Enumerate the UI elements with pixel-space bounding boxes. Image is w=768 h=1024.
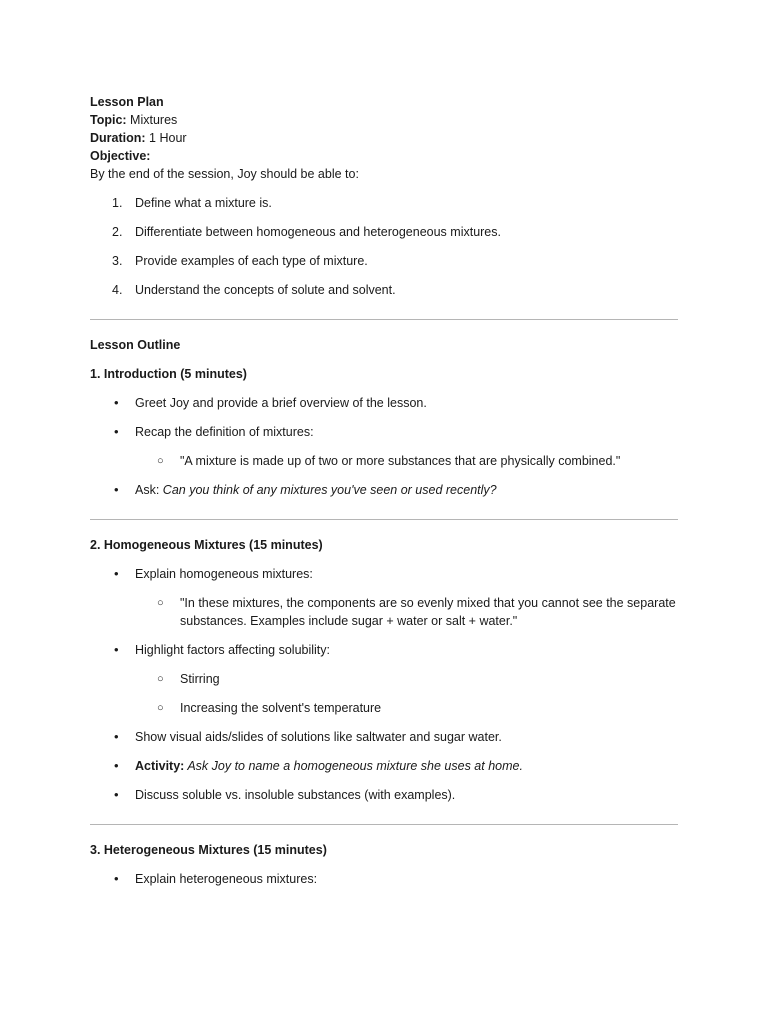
sub-list-item [135,452,678,470]
list-item-text: Differentiate between homogeneous and heterogeneous mixtures. [135,225,501,239]
list-item-text: Show visual aids/slides of solutions like saltwater and sugar water. [135,730,502,744]
bullet-icon: • [114,424,119,439]
list-item-text: Highlight factors affecting solubility: [135,643,331,657]
duration-label: Duration: [90,131,146,145]
list-number: 1. [112,196,123,210]
sub-list-item [135,699,678,717]
topic-label: Topic: [90,113,127,127]
doc-title: Lesson Plan [90,95,164,109]
sub-list [135,452,678,470]
section-divider [90,519,678,520]
bullet-icon: • [114,566,119,581]
section-1-heading: 1. Introduction (5 minutes) [90,367,247,381]
objective-label: Objective: [90,149,151,163]
list-number: 3. [112,254,123,268]
bullet-icon: • [114,871,119,886]
bullet-icon: • [114,482,119,497]
list-item-text: Define what a mixture is. [135,196,272,210]
circle-bullet-icon: ○ [157,597,164,609]
list-item-text: Explain homogeneous mixtures: [135,567,313,581]
list-item [90,481,678,499]
sub-list-item-text: Increasing the solvent's temperature [180,701,382,715]
section-3-heading: 3. Heterogeneous Mixtures (15 minutes) [90,843,327,857]
duration-value: 1 Hour [145,131,187,145]
list-item [90,394,678,412]
bullet-icon: • [114,642,119,657]
bullet-icon: • [114,758,119,773]
list-item [90,786,678,804]
section-3-list [90,870,678,888]
document-page [90,93,678,899]
circle-bullet-icon: ○ [157,455,164,467]
sub-list [135,670,678,717]
section-2-list [90,565,678,804]
list-item-text: Provide examples of each type of mixture. [135,254,368,268]
list-item [90,423,678,470]
list-item [90,728,678,746]
list-item [90,281,678,299]
ask-question: Can you think of any mixtures you've seen or used recently? [162,483,497,497]
section-divider [90,319,678,320]
topic-line [90,111,678,129]
list-item [90,870,678,888]
list-item-text: Understand the concepts of solute and solvent. [135,283,396,297]
section-divider [90,824,678,825]
list-number: 4. [112,283,123,297]
section-2-heading: 2. Homogeneous Mixtures (15 minutes) [90,538,323,552]
topic-value: Mixtures [126,113,178,127]
list-item [90,223,678,241]
list-item [90,757,678,775]
duration-line [90,129,678,147]
bullet-icon: • [114,787,119,802]
sub-list-item-text: Stirring [180,672,220,686]
list-item-text: Greet Joy and provide a brief overview of the lesson. [135,396,427,410]
list-item-text: Discuss soluble vs. insoluble substances (with examples). [135,788,456,802]
activity-label: Activity: [135,759,185,773]
sub-list [135,594,678,630]
bullet-icon: • [114,395,119,410]
sub-list-item-text: "A mixture is made up of two or more substances that are physically combined." [180,454,621,468]
list-item [90,194,678,212]
list-item-text: Explain heterogeneous mixtures: [135,872,318,886]
outline-title: Lesson Outline [90,338,181,352]
sub-list-item [135,594,678,630]
ask-prefix: Ask: [135,483,163,497]
objectives-list [90,194,678,299]
objective-intro: By the end of the session, Joy should be able to: [90,167,359,181]
list-item [90,252,678,270]
list-item [90,641,678,717]
activity-text: Ask Joy to name a homogeneous mixture she uses at home. [184,759,523,773]
sub-list-item-text: "In these mixtures, the components are so evenly mixed that you cannot see the separate substances. Examples include sugar + water or salt + water." [180,596,676,628]
list-item-text: Recap the definition of mixtures: [135,425,314,439]
list-item [90,565,678,630]
circle-bullet-icon: ○ [157,673,164,685]
section-1-list [90,394,678,499]
list-number: 2. [112,225,123,239]
sub-list-item [135,670,678,688]
bullet-icon: • [114,729,119,744]
circle-bullet-icon: ○ [157,702,164,714]
